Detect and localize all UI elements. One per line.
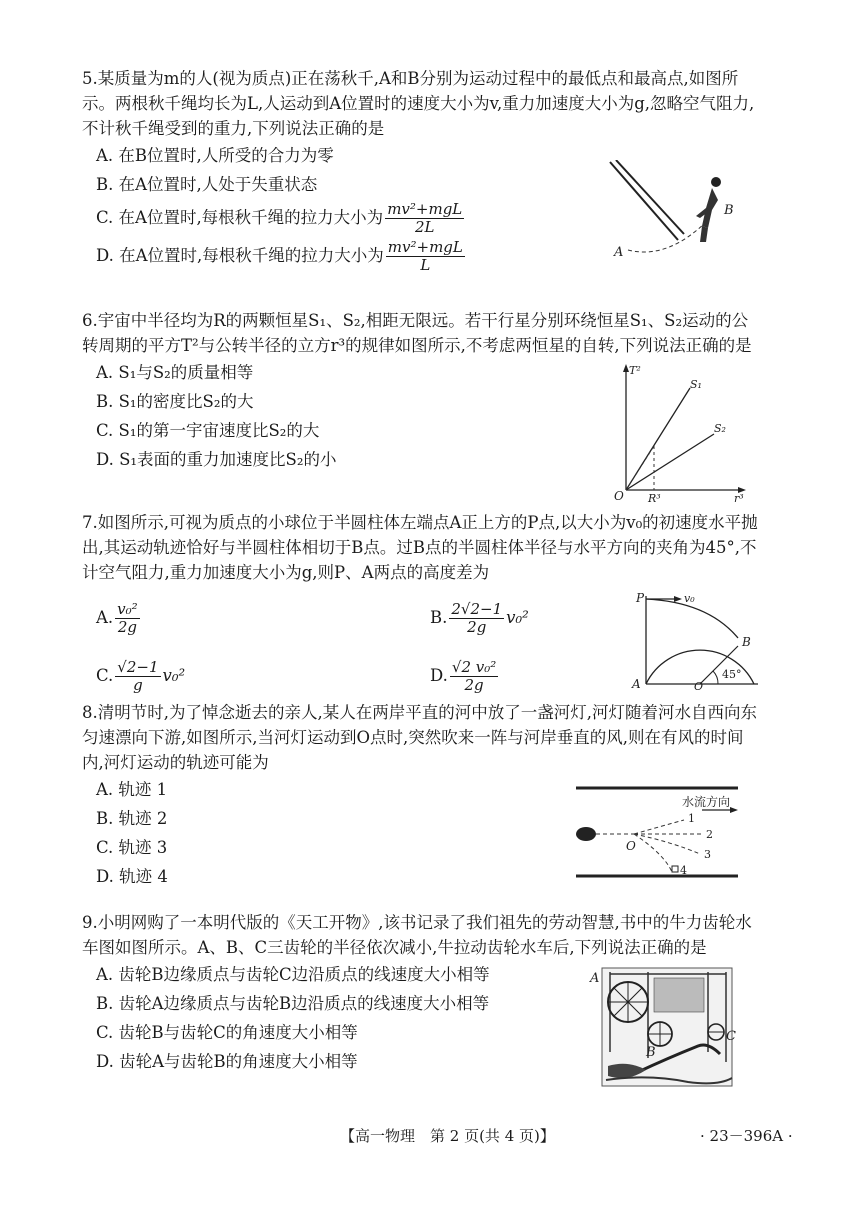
q6-option-c: C. S₁的第一宇宙速度比S₂的大: [96, 421, 320, 440]
q7-option-b-letter: B.: [430, 608, 448, 627]
label-b: B: [742, 635, 751, 649]
q7-c-denominator: g: [133, 676, 143, 694]
wheel-label-c: C: [726, 1029, 736, 1044]
q8-option-a: A. 轨迹 1: [96, 780, 168, 799]
t2-r3-graph: [610, 362, 750, 502]
river-figure: [572, 784, 742, 884]
wheel-label-b: B: [646, 1045, 656, 1060]
label-3: 3: [704, 848, 711, 861]
label-2: 2: [706, 828, 713, 841]
person-silhouette: [696, 177, 721, 242]
q7-option-c-letter: C.: [96, 666, 114, 685]
graph-label-t2: T²: [629, 364, 641, 377]
q7-b-denominator: 2g: [467, 618, 487, 636]
q5-option-b: B. 在A位置时,人处于失重状态: [96, 175, 318, 194]
label-p: P: [636, 592, 645, 605]
q6-option-a: A. S₁与S₂的质量相等: [96, 363, 254, 382]
q5-c-numerator: mv²+mgL: [387, 200, 463, 218]
question-6-stem: 6.宇宙中半径均为R的两颗恒星S₁、S₂,相距无限远。若干行星分别环绕恒星S₁、S₂运动的公转周期的平方T²与公转半径的立方r³的规律如图所示,不考虑两恒星的自转,下列说法正确的是: [82, 311, 752, 355]
q9-option-b: B. 齿轮A边缘质点与齿轮B边沿质点的线速度大小相等: [96, 994, 490, 1013]
q7-option-a-letter: A.: [96, 608, 114, 627]
footer-page-info: 【高一物理 第 2 页(共 4 页)】: [340, 1127, 555, 1145]
q9-option-a: A. 齿轮B边缘质点与齿轮C边沿质点的线速度大小相等: [96, 965, 490, 984]
graph-label-s2: S₂: [714, 422, 726, 435]
q7-d-numerator: √2 v₀²: [451, 658, 497, 676]
q9-option-d: D. 齿轮A与齿轮B的角速度大小相等: [96, 1052, 358, 1071]
q7-option-d: [430, 659, 500, 694]
swing-label-a: A: [614, 245, 624, 260]
q7-option-d-fraction: [450, 659, 498, 694]
graph-label-origin: O: [614, 489, 624, 502]
dashed-diagonal: [626, 446, 654, 490]
q5-c-denominator: 2L: [414, 218, 435, 236]
q8-option-b: B. 轨迹 2: [96, 809, 168, 828]
q5-option-d-text: D. 在A位置时,每根秋千绳的拉力大小为: [96, 246, 384, 265]
q5-d-denominator: L: [420, 256, 431, 274]
trajectory-1: [634, 820, 684, 834]
trajectory-3: [634, 834, 700, 854]
q7-a-numerator: v₀²: [117, 600, 138, 618]
q7-c-suffix: v₀²: [162, 666, 186, 685]
q7-option-b: [430, 601, 529, 636]
q7-option-a-fraction: [115, 601, 140, 636]
q9-option-c: C. 齿轮B与齿轮C的角速度大小相等: [96, 1023, 358, 1042]
q8-option-d: D. 轨迹 4: [96, 867, 168, 886]
water-hatching: [654, 978, 704, 1012]
swing-path: [628, 220, 708, 252]
q5-d-numerator: mv²+mgL: [387, 238, 463, 256]
footer-code: · 23－396A ·: [700, 1127, 793, 1145]
label-angle: 45°: [722, 668, 742, 681]
graph-label-r-tick: R³: [648, 492, 661, 502]
question-8-stem: 8.清明节时,为了悼念逝去的亲人,某人在两岸平直的河中放了一盏河灯,河灯随着河水自西向东匀速漂向下游,如图所示,当河灯运动到O点时,突然吹来一阵与河岸垂直的风,则在有风的时间内,河灯运动的轨迹可能为: [82, 703, 757, 772]
q7-option-c: [96, 659, 185, 694]
q7-d-denominator: 2g: [464, 676, 484, 694]
label-4: 4: [680, 864, 687, 877]
q5-option-a: A. 在B位置时,人所受的合力为零: [96, 146, 334, 165]
q7-option-a: [96, 601, 142, 636]
q7-c-numerator: √2−1: [117, 658, 159, 676]
graph-label-r3: r³: [734, 492, 744, 502]
gear-a: [608, 982, 648, 1022]
river-lantern: [576, 827, 596, 841]
swing-rope-1: [610, 162, 678, 240]
graph-label-s1: S₁: [690, 378, 702, 391]
label-1: 1: [688, 812, 695, 825]
label-a: A: [632, 677, 641, 691]
q5-option-c-text: C. 在A位置时,每根秋千绳的拉力大小为: [96, 208, 384, 227]
swing-label-b: B: [724, 203, 734, 218]
projectile-figure: [628, 592, 764, 692]
label-o: O: [694, 680, 704, 692]
q7-b-suffix: v₀²: [506, 608, 529, 627]
label-o: O: [626, 839, 636, 853]
trajectory-4: [634, 834, 672, 872]
q6-option-d: D. S₁表面的重力加速度比S₂的小: [96, 450, 337, 469]
question-5-stem: 5.某质量为m的人(视为质点)正在荡秋千,A和B分别为运动过程中的最低点和最高点,如图所示。两根秋千绳均长为L,人运动到A位置时的速度大小为v,重力加速度大小为g,忽略空气阻力,不计秋千绳受到的重力,下列说法正确的是: [82, 69, 755, 138]
label-v0: v₀: [684, 592, 695, 605]
question-9-stem: 9.小明网购了一本明代版的《天工开物》,该书记录了我们祖先的劳动智慧,书中的牛力齿轮水车图如图所示。A、B、C三齿轮的半径依次减小,牛拉动齿轮水车后,下列说法正确的是: [82, 913, 752, 957]
q5-option-d-fraction: [386, 239, 465, 274]
question-7-stem: 7.如图所示,可视为质点的小球位于半圆柱体左端点A正上方的P点,以大小为v₀的初速度水平抛出,其运动轨迹恰好与半圆柱体相切于B点。过B点的半圆柱体半径与水平方向的夹角为45°,不计空气阻力,重力加速度大小为g,则P、A两点的高度差为: [82, 513, 758, 582]
label-flow: 水流方向: [682, 795, 731, 809]
q7-b-numerator: 2√2−1: [451, 600, 503, 618]
gear-b: [648, 1022, 672, 1046]
q8-option-c: C. 轨迹 3: [96, 838, 168, 857]
swing-rope-2: [616, 160, 684, 234]
q7-option-b-fraction: [449, 601, 504, 636]
line-s2: [626, 434, 714, 490]
q7-a-denominator: 2g: [117, 618, 137, 636]
q7-option-c-fraction: [115, 659, 160, 694]
waterwheel-figure: [588, 962, 738, 1090]
q6-option-b: B. S₁的密度比S₂的大: [96, 392, 254, 411]
wheel-label-a: A: [590, 971, 600, 986]
swing-figure: [608, 160, 758, 270]
q7-option-d-letter: D.: [430, 666, 448, 685]
q5-option-c-fraction: [385, 201, 464, 236]
